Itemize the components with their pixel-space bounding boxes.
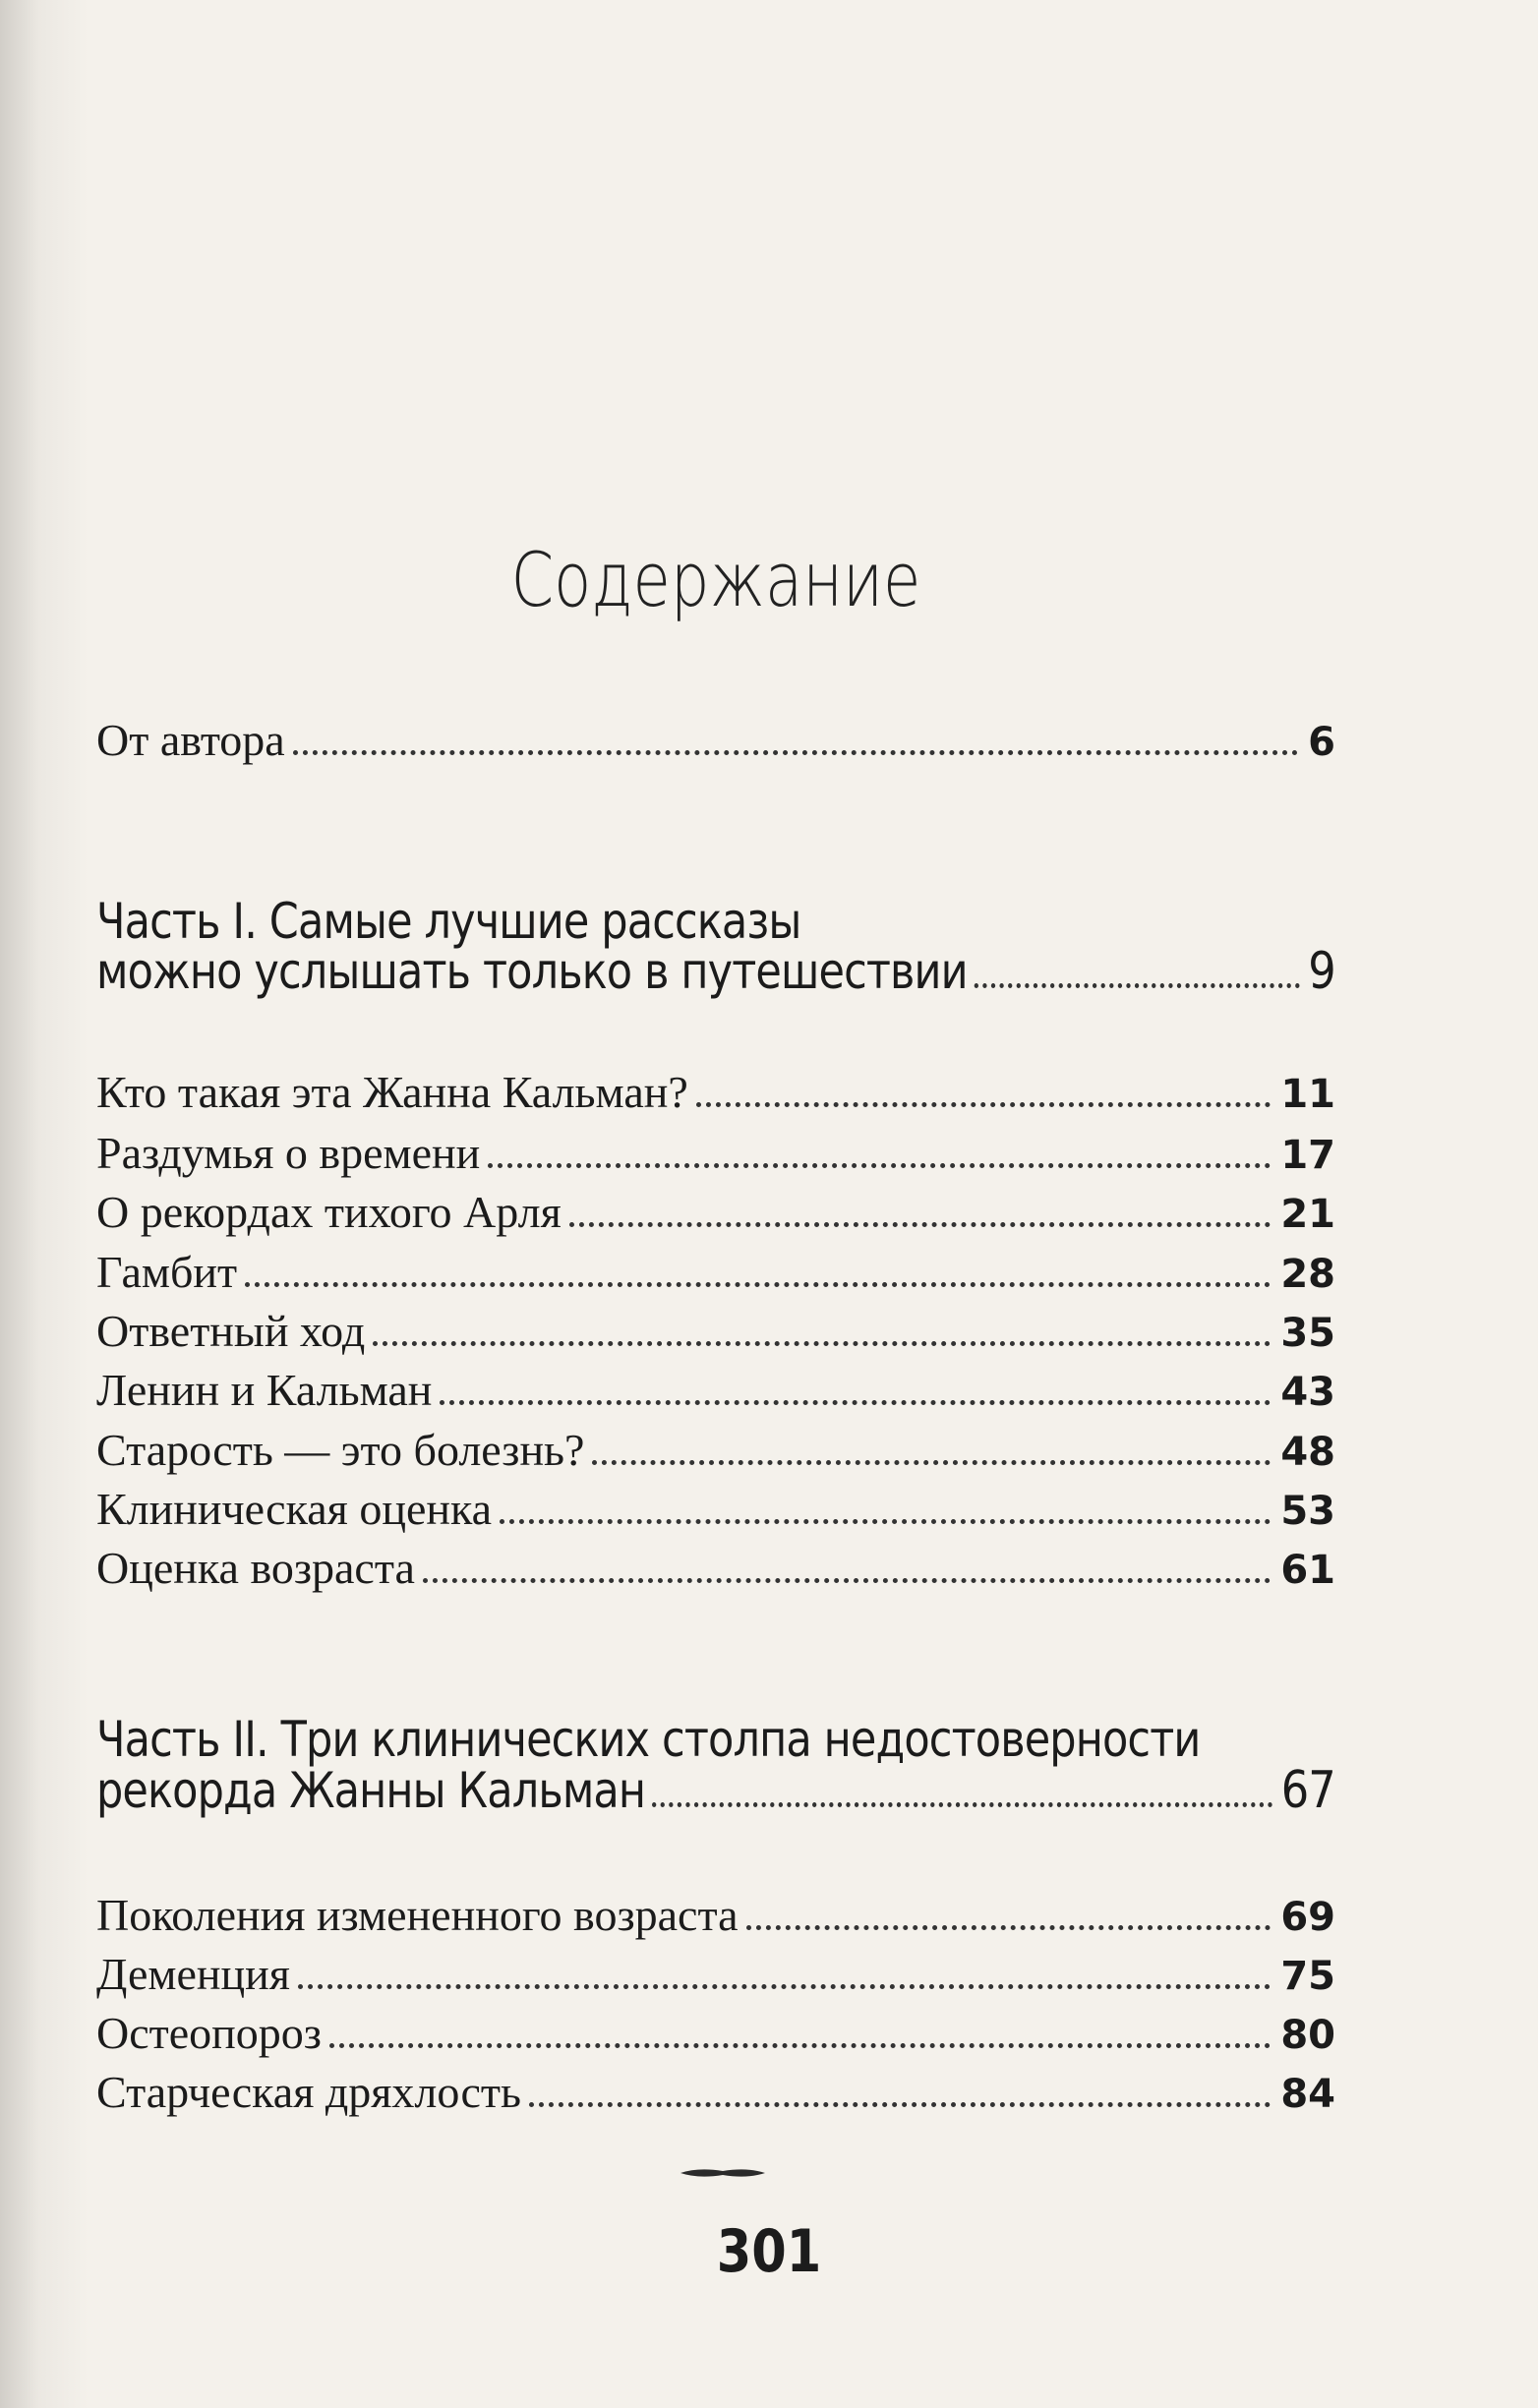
toc-entry-label: Деменция bbox=[96, 1949, 290, 1999]
toc-entry[interactable] bbox=[96, 1949, 1335, 1999]
toc-title: Содержание bbox=[510, 536, 921, 623]
toc-entry-page: 21 bbox=[1280, 1192, 1335, 1237]
dot-leader bbox=[696, 1102, 1272, 1107]
dot-leader bbox=[373, 1341, 1271, 1346]
toc-entry[interactable] bbox=[96, 1128, 1335, 1178]
toc-entry-label: Ответный ход bbox=[96, 1306, 366, 1356]
dot-leader bbox=[329, 2043, 1271, 2048]
toc-entry-label: Остеопороз bbox=[96, 2008, 322, 2058]
toc-entry[interactable] bbox=[96, 1543, 1335, 1593]
toc-entry-label: Поколения измененного возраста bbox=[96, 1890, 739, 1940]
toc-entry-page: 84 bbox=[1280, 2072, 1335, 2117]
dot-leader bbox=[569, 1222, 1272, 1227]
toc-entry-page: 61 bbox=[1280, 1548, 1335, 1593]
dot-leader bbox=[529, 2102, 1271, 2107]
toc-entry[interactable] bbox=[96, 2008, 1335, 2058]
toc-entry-page: 11 bbox=[1280, 1072, 1335, 1117]
toc-entry-label: Кто такая эта Жанна Кальман? bbox=[96, 1067, 688, 1117]
toc-entry-label: Старость — это болезнь? bbox=[96, 1425, 585, 1475]
toc-part-entry[interactable] bbox=[96, 1761, 1335, 1820]
toc-entry[interactable] bbox=[96, 1484, 1335, 1534]
toc-entry[interactable] bbox=[96, 1067, 1335, 1117]
dot-leader bbox=[488, 1163, 1271, 1168]
dot-leader bbox=[975, 983, 1300, 988]
toc-entry-page: 35 bbox=[1280, 1311, 1335, 1356]
toc-entry[interactable] bbox=[96, 1425, 1335, 1475]
dot-leader bbox=[423, 1578, 1271, 1583]
dot-leader bbox=[440, 1400, 1271, 1405]
dot-leader bbox=[746, 1925, 1272, 1930]
toc-entry-label: Гамбит bbox=[96, 1247, 238, 1297]
toc-entry[interactable] bbox=[96, 1890, 1335, 1940]
toc-entry-page: 53 bbox=[1280, 1489, 1335, 1534]
toc-entry-page: 75 bbox=[1280, 1954, 1335, 1999]
toc-entry-label: Оценка возраста bbox=[96, 1543, 415, 1593]
toc-entry-page: 9 bbox=[1308, 942, 1335, 1001]
toc-entry-page: 6 bbox=[1308, 720, 1335, 765]
toc-entry-page: 48 bbox=[1280, 1430, 1335, 1475]
toc-entry-label: рекорда Жанны Кальман bbox=[96, 1762, 646, 1819]
toc-entry[interactable] bbox=[96, 715, 1335, 765]
toc-entry[interactable] bbox=[96, 1306, 1335, 1356]
toc-entry-page: 28 bbox=[1280, 1252, 1335, 1297]
dot-leader bbox=[245, 1282, 1271, 1287]
part-title-line: Часть II. Три клинических столпа недостоверности bbox=[96, 1711, 1201, 1768]
toc-entry[interactable] bbox=[96, 1365, 1335, 1415]
toc-entry[interactable] bbox=[96, 2067, 1335, 2117]
toc-entry-label: Клиническая оценка bbox=[96, 1484, 493, 1534]
page-number: 301 bbox=[716, 2217, 822, 2286]
toc-entry-label: От автора bbox=[96, 715, 285, 765]
toc-entry-page: 69 bbox=[1280, 1895, 1335, 1940]
toc-entry-page: 17 bbox=[1280, 1133, 1335, 1178]
part-title-line: Часть I. Самые лучшие рассказы bbox=[96, 893, 801, 950]
toc-entry-page: 43 bbox=[1280, 1370, 1335, 1415]
dot-leader bbox=[592, 1460, 1271, 1465]
toc-entry[interactable] bbox=[96, 1247, 1335, 1297]
toc-entry-page: 67 bbox=[1280, 1761, 1335, 1820]
dot-leader bbox=[500, 1519, 1271, 1524]
toc-entry[interactable] bbox=[96, 1187, 1335, 1237]
toc-entry-label: О рекордах тихого Арля bbox=[96, 1187, 562, 1237]
toc-entry-label: Раздумья о времени bbox=[96, 1128, 481, 1178]
toc-entry-label: Старческая дряхлость bbox=[96, 2067, 522, 2117]
toc-entry-label: Ленин и Кальман bbox=[96, 1365, 433, 1415]
toc-part-entry[interactable] bbox=[96, 942, 1335, 1001]
ornament-divider-icon bbox=[679, 2165, 767, 2181]
toc-entry-page: 80 bbox=[1280, 2013, 1335, 2058]
dot-leader bbox=[652, 1802, 1272, 1807]
dot-leader bbox=[298, 1984, 1271, 1989]
dot-leader bbox=[293, 750, 1298, 755]
toc-entry-label: можно услышать только в путешествии bbox=[96, 943, 968, 1000]
